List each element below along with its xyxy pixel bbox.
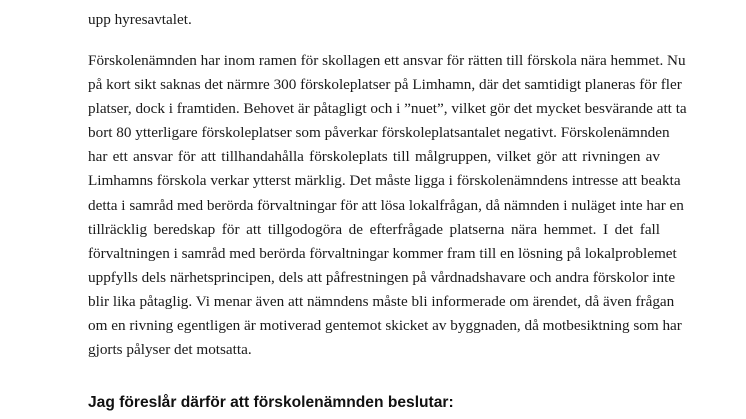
paragraph-line-last: gjorts pålyser det motsatta.	[88, 341, 252, 359]
paragraph-line: bort 80 ytterligare förskoleplatser som påverkar förskoleplatsantalet negativt. Förskolenämnden	[88, 124, 670, 142]
paragraph-line: på kort sikt saknas det närmre 300 förskoleplatser på Limhamn, där det samtidigt planeras för fler	[88, 76, 682, 94]
paragraph-line: om en rivning egentligen är motiverad gentemot skicket av byggnaden, då motbesiktning som har	[88, 317, 682, 335]
paragraph-line: tillräcklig beredskap för att tillgodogöra de efterfrågade platserna nära hemmet. I det fall	[88, 220, 660, 238]
paragraph-line: platser, dock i framtiden. Behovet är påtagligt och i ”nuet”, vilket gör det mycket besvärande att ta	[88, 100, 687, 118]
main-paragraph	[88, 49, 687, 362]
paragraph-fragment-line: upp hyresavtalet.	[88, 11, 192, 28]
paragraph-line: blir lika påtaglig. Vi menar även att nämndens måste bli informerade om ärendet, då även frågan	[88, 292, 675, 310]
paragraph-line: detta i samråd med berörda förvaltningar för att lösa lokalfrågan, då nämnden i nuläget inte har en	[88, 196, 684, 214]
paragraph-line: Limhamns förskola verkar ytterst märklig. Det måste ligga i förskolenämndens intresse att beakta	[88, 172, 681, 190]
decision-heading: Jag föreslår därför att förskolenämnden beslutar:	[88, 394, 454, 411]
paragraph-line: förvaltningen i samråd med berörda förvaltningar kommer fram till en lösning på lokalproblemet	[88, 244, 677, 262]
paragraph-line: har ett ansvar för att tillhandahålla förskoleplats till målgruppen, vilket gör att rivningen av	[88, 148, 660, 166]
paragraph-fragment	[88, 8, 192, 32]
paragraph-line: uppfylls dels närhetsprincipen, dels att påfrestningen på vårdnadshavare och andra förskolor inte	[88, 268, 676, 286]
paragraph-line: Förskolenämnden har inom ramen för skollagen ett ansvar för rätten till förskola nära hemmet. Nu	[88, 52, 686, 69]
